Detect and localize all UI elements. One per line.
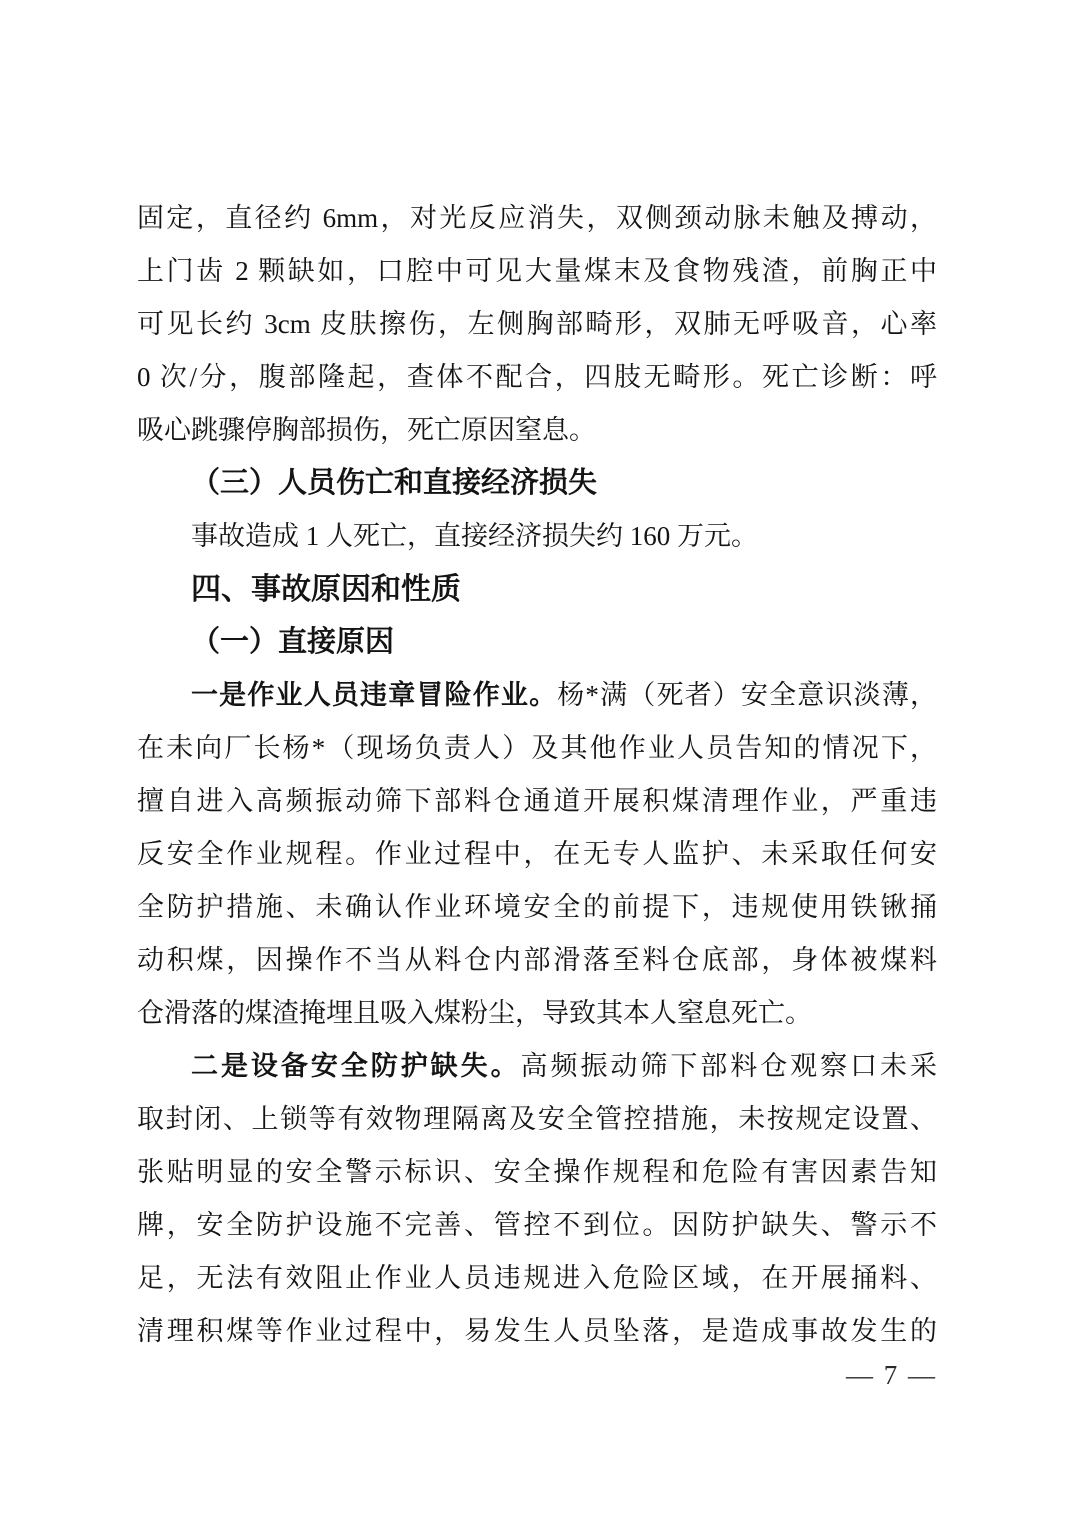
text-line: 在未向厂长杨*（现场负责人）及其他作业人员告知的情况下， [137, 733, 937, 763]
page-number: — 7 — [846, 1360, 937, 1390]
paragraph-lead-bold: 二是设备安全防护缺失。 [191, 1051, 521, 1081]
text-line: 擅自进入高频振动筛下部料仓通道开展积煤清理作业，严重违 [137, 786, 937, 816]
text-line: 上门齿 2 颗缺如，口腔中可见大量煤末及食物残渣，前胸正中 [137, 256, 937, 286]
paragraph-text: 杨*满（死者）安全意识淡薄， [557, 680, 937, 710]
text-line: 足，无法有效阻止作业人员违规进入危险区域，在开展捅料、 [137, 1263, 937, 1293]
text-line: 取封闭、上锁等有效物理隔离及安全管控措施，未按规定设置、 [137, 1104, 937, 1134]
section-heading-l1: 四、事故原因和性质 [191, 573, 461, 606]
text-line [137, 1040, 937, 1093]
text-line [137, 669, 937, 722]
document-body [137, 192, 937, 1358]
text-line: 事故造成 1 人死亡，直接经济损失约 160 万元。 [191, 521, 758, 551]
text-line: 吸心跳骤停胸部损伤，死亡原因窒息。 [137, 415, 596, 445]
paragraph-lead-bold: 一是作业人员违章冒险作业。 [191, 680, 558, 710]
text-line: 固定，直径约 6mm，对光反应消失，双侧颈动脉未触及搏动， [137, 203, 937, 233]
section-heading-l2: （三）人员伤亡和直接经济损失 [191, 467, 598, 499]
text-line: 全防护措施、未确认作业环境安全的前提下，违规使用铁锹捅 [137, 892, 937, 922]
text-line: 张贴明显的安全警示标识、安全操作规程和危险有害因素告知 [137, 1157, 937, 1187]
text-line: 清理积煤等作业过程中，易发生人员坠落，是造成事故发生的 [137, 1316, 937, 1346]
text-line: 仓滑落的煤渣掩埋且吸入煤粉尘，导致其本人窒息死亡。 [137, 998, 812, 1028]
text-line: 0 次/分，腹部隆起，查体不配合，四肢无畸形。死亡诊断：呼 [137, 362, 937, 392]
section-heading-l2: （一）直接原因 [191, 626, 395, 658]
text-line: 动积煤，因操作不当从料仓内部滑落至料仓底部，身体被煤料 [137, 945, 937, 975]
text-line: 可见长约 3cm 皮肤擦伤，左侧胸部畸形，双肺无呼吸音，心率 [137, 309, 937, 339]
text-line: 牌，安全防护设施不完善、管控不到位。因防护缺失、警示不 [137, 1210, 937, 1240]
paragraph-text: 高频振动筛下部料仓观察口未采 [520, 1051, 938, 1081]
text-line: 反安全作业规程。作业过程中，在无专人监护、未采取任何安 [137, 839, 937, 869]
